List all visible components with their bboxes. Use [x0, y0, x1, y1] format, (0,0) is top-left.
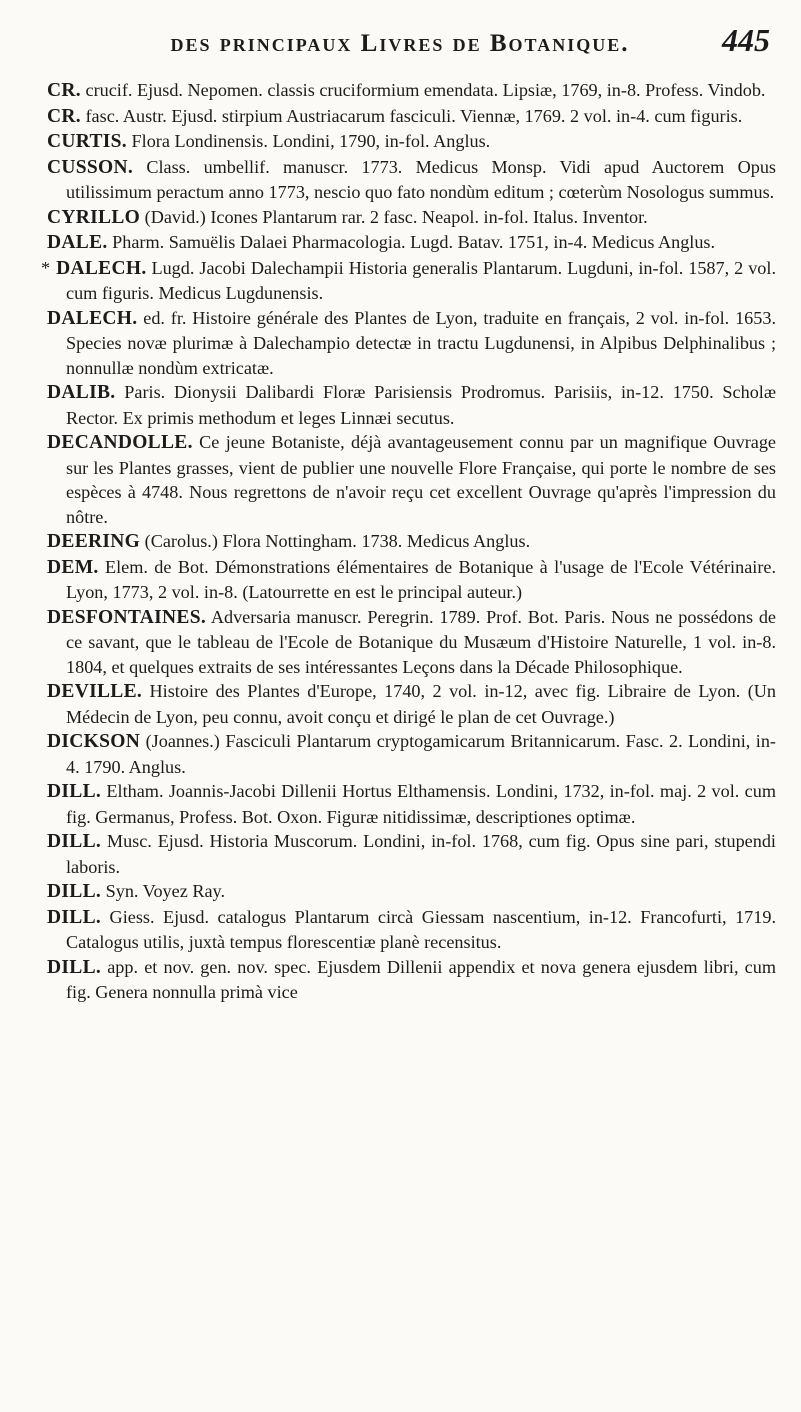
bibliography-entry [41, 605, 776, 680]
entry-author-abbrev: DECANDOLLE. [47, 432, 193, 453]
entry-text: Class. umbellif. manuscr. 1773. Medicus Monsp. Vidi apud Auctorem Opus utilissimum peractum anno 1773, nescio quo fato nondùm editum ; cœterùm Nosologus summus. [66, 156, 776, 202]
entry-author-abbrev: DEERING [47, 531, 141, 552]
entry-author-abbrev: DALIB. [47, 382, 116, 403]
entry-author-abbrev: DILL. [47, 881, 102, 902]
entry-author-abbrev: CUSSON. [47, 156, 134, 178]
entry-text: Eltham. Joannis-Jacobi Dillenii Hortus Elthamensis. Londini, 1732, in-fol. maj. 2 vol. cum fig. Germanus, Profess. Bot. Oxon. Figuræ nitidissimæ, descriptiones optimæ. [66, 781, 776, 827]
entry-text: Lugd. Jacobi Dalechampii Historia generalis Plantarum. Lugduni, in-fol. 1587, 2 vol. cum figuris. Medicus Lugdunensis. [66, 257, 776, 303]
entry-author-abbrev: DALECH. [56, 257, 147, 279]
entry-author-abbrev: CR. [47, 80, 81, 101]
entry-text: Syn. Voyez Ray. [101, 881, 226, 901]
entry-text: app. et nov. gen. nov. spec. Ejusdem Dillenii appendix et nova genera ejusdem libri, cum fig. Genera nonnulla primà vice [66, 956, 776, 1002]
bibliography-entry [41, 205, 776, 231]
entry-author-abbrev: DILL. [47, 831, 102, 852]
bibliography-entry [41, 555, 776, 605]
bibliography-entry [41, 955, 776, 1005]
bibliography-entries [41, 78, 776, 1005]
entry-text: Adversaria manuscr. Peregrin. 1789. Prof. Bot. Paris. Nous ne possédons de ce savant, que le tableau de l'Ecole de Botanique du Musæum d'Histoire Naturelle, 1 vol. in-8. 1804, et quelques extraits de ses intéressantes Leçons dans la Décade Philosophique. [66, 606, 776, 677]
entry-author-abbrev: CYRILLO [47, 206, 141, 228]
entry-author-abbrev: CURTIS. [47, 131, 127, 152]
entry-text: Flora Londinensis. Londini, 1790, in-fol. Anglus. [126, 131, 491, 151]
bibliography-entry [41, 230, 776, 256]
entry-author-abbrev: DICKSON [47, 731, 141, 752]
page-number: 445 [722, 22, 770, 58]
bibliography-entry [41, 679, 776, 729]
bibliography-entry [41, 256, 776, 306]
entry-author-abbrev: DALECH. [47, 307, 138, 329]
bibliography-entry [41, 78, 776, 104]
bibliography-entry [41, 729, 776, 779]
entry-author-abbrev: DILL. [47, 956, 102, 978]
entry-text: Paris. Dionysii Dalibardi Floræ Parisiensis Prodromus. Parisiis, in-12. 1750. Scholæ Rector. Ex primis methodum et leges Linnæi secutus. [66, 382, 776, 428]
bibliography-entry [41, 779, 776, 829]
entry-text: Pharm. Samuëlis Dalaei Pharmacologia. Lugd. Batav. 1751, in-4. Medicus Anglus. [107, 232, 716, 252]
entry-author-abbrev: DESFONTAINES. [47, 606, 207, 628]
entry-text: Giess. Ejusd. catalogus Plantarum circà Giessam nascentium, in-12. Francofurti, 1719. Catalogus utilis, juxtà tempus florescentiæ planè recensitus. [66, 906, 776, 952]
entry-author-abbrev: DEM. [47, 556, 99, 578]
bibliography-entry [41, 829, 776, 879]
bibliography-entry [41, 104, 776, 130]
bibliography-entry [41, 529, 776, 555]
entry-author-abbrev: DALE. [47, 232, 108, 253]
entry-text: (Joannes.) Fasciculi Plantarum cryptogamicarum Britannicarum. Fasc. 2. Londini, in-4. 1790. Anglus. [66, 731, 776, 777]
entry-author-abbrev: DEVILLE. [47, 681, 143, 702]
entry-author-abbrev: DILL. [47, 781, 102, 802]
entry-text: Ce jeune Botaniste, déjà avantageusement connu par un magnifique Ouvrage sur les Plantes grasses, vient de publier une nouvelle Flore Française, qui porte le nombre de ses espèces à 4748. Nous regrettons de n'avoir reçu cet excellent Ouvrage qu'après l'impression du nôtre. [66, 432, 776, 527]
bibliography-entry [41, 380, 776, 430]
bibliography-entry [41, 155, 776, 205]
entry-author-abbrev: CR. [47, 105, 81, 127]
entry-text: fasc. Austr. Ejusd. stirpium Austriacarum fasciculi. Viennæ, 1769. 2 vol. in-4. cum figuris. [80, 105, 743, 126]
entry-text: (David.) Icones Plantarum rar. 2 fasc. Neapol. in-fol. Italus. Inventor. [140, 206, 648, 227]
running-title: des principaux Livres de Botanique. [170, 30, 630, 57]
running-header [80, 18, 770, 74]
entry-text: Elem. de Bot. Démonstrations élémentaires de Botanique à l'usage de l'Ecole Vétérinaire. Lyon, 1773, 2 vol. in-8. (Latourrette en est le principal auteur.) [66, 556, 776, 602]
entry-text: crucif. Ejusd. Nepomen. classis cruciformium emendata. Lipsiæ, 1769, in-8. Profess. Vindob. [80, 80, 766, 100]
entry-text: Histoire des Plantes d'Europe, 1740, 2 vol. in-12, avec fig. Libraire de Lyon. (Un Médecin de Lyon, peu connu, avoit conçu et dirigé le plan de cet Ouvrage.) [66, 681, 776, 727]
entry-text: (Carolus.) Flora Nottingham. 1738. Medicus Anglus. [140, 531, 531, 551]
bibliography-entry [41, 905, 776, 955]
entry-author-abbrev: DILL. [47, 906, 102, 928]
bibliography-entry [41, 879, 776, 905]
bibliography-entry [41, 430, 776, 529]
entry-text: Musc. Ejusd. Historia Muscorum. Londini, in-fol. 1768, cum fig. Opus sine pari, stupendi laboris. [66, 831, 776, 877]
bibliography-entry [41, 306, 776, 381]
bibliography-entry [41, 129, 776, 155]
entry-asterisk: * [41, 257, 51, 278]
entry-text: ed. fr. Histoire générale des Plantes de Lyon, traduite en français, 2 vol. in-fol. 1653. Species novæ plurimæ à Dalechampio detectæ in tractu Lugdunensi, in Alpibus Delphinalibus ; nonnullæ nondùm extricatæ. [66, 307, 776, 378]
